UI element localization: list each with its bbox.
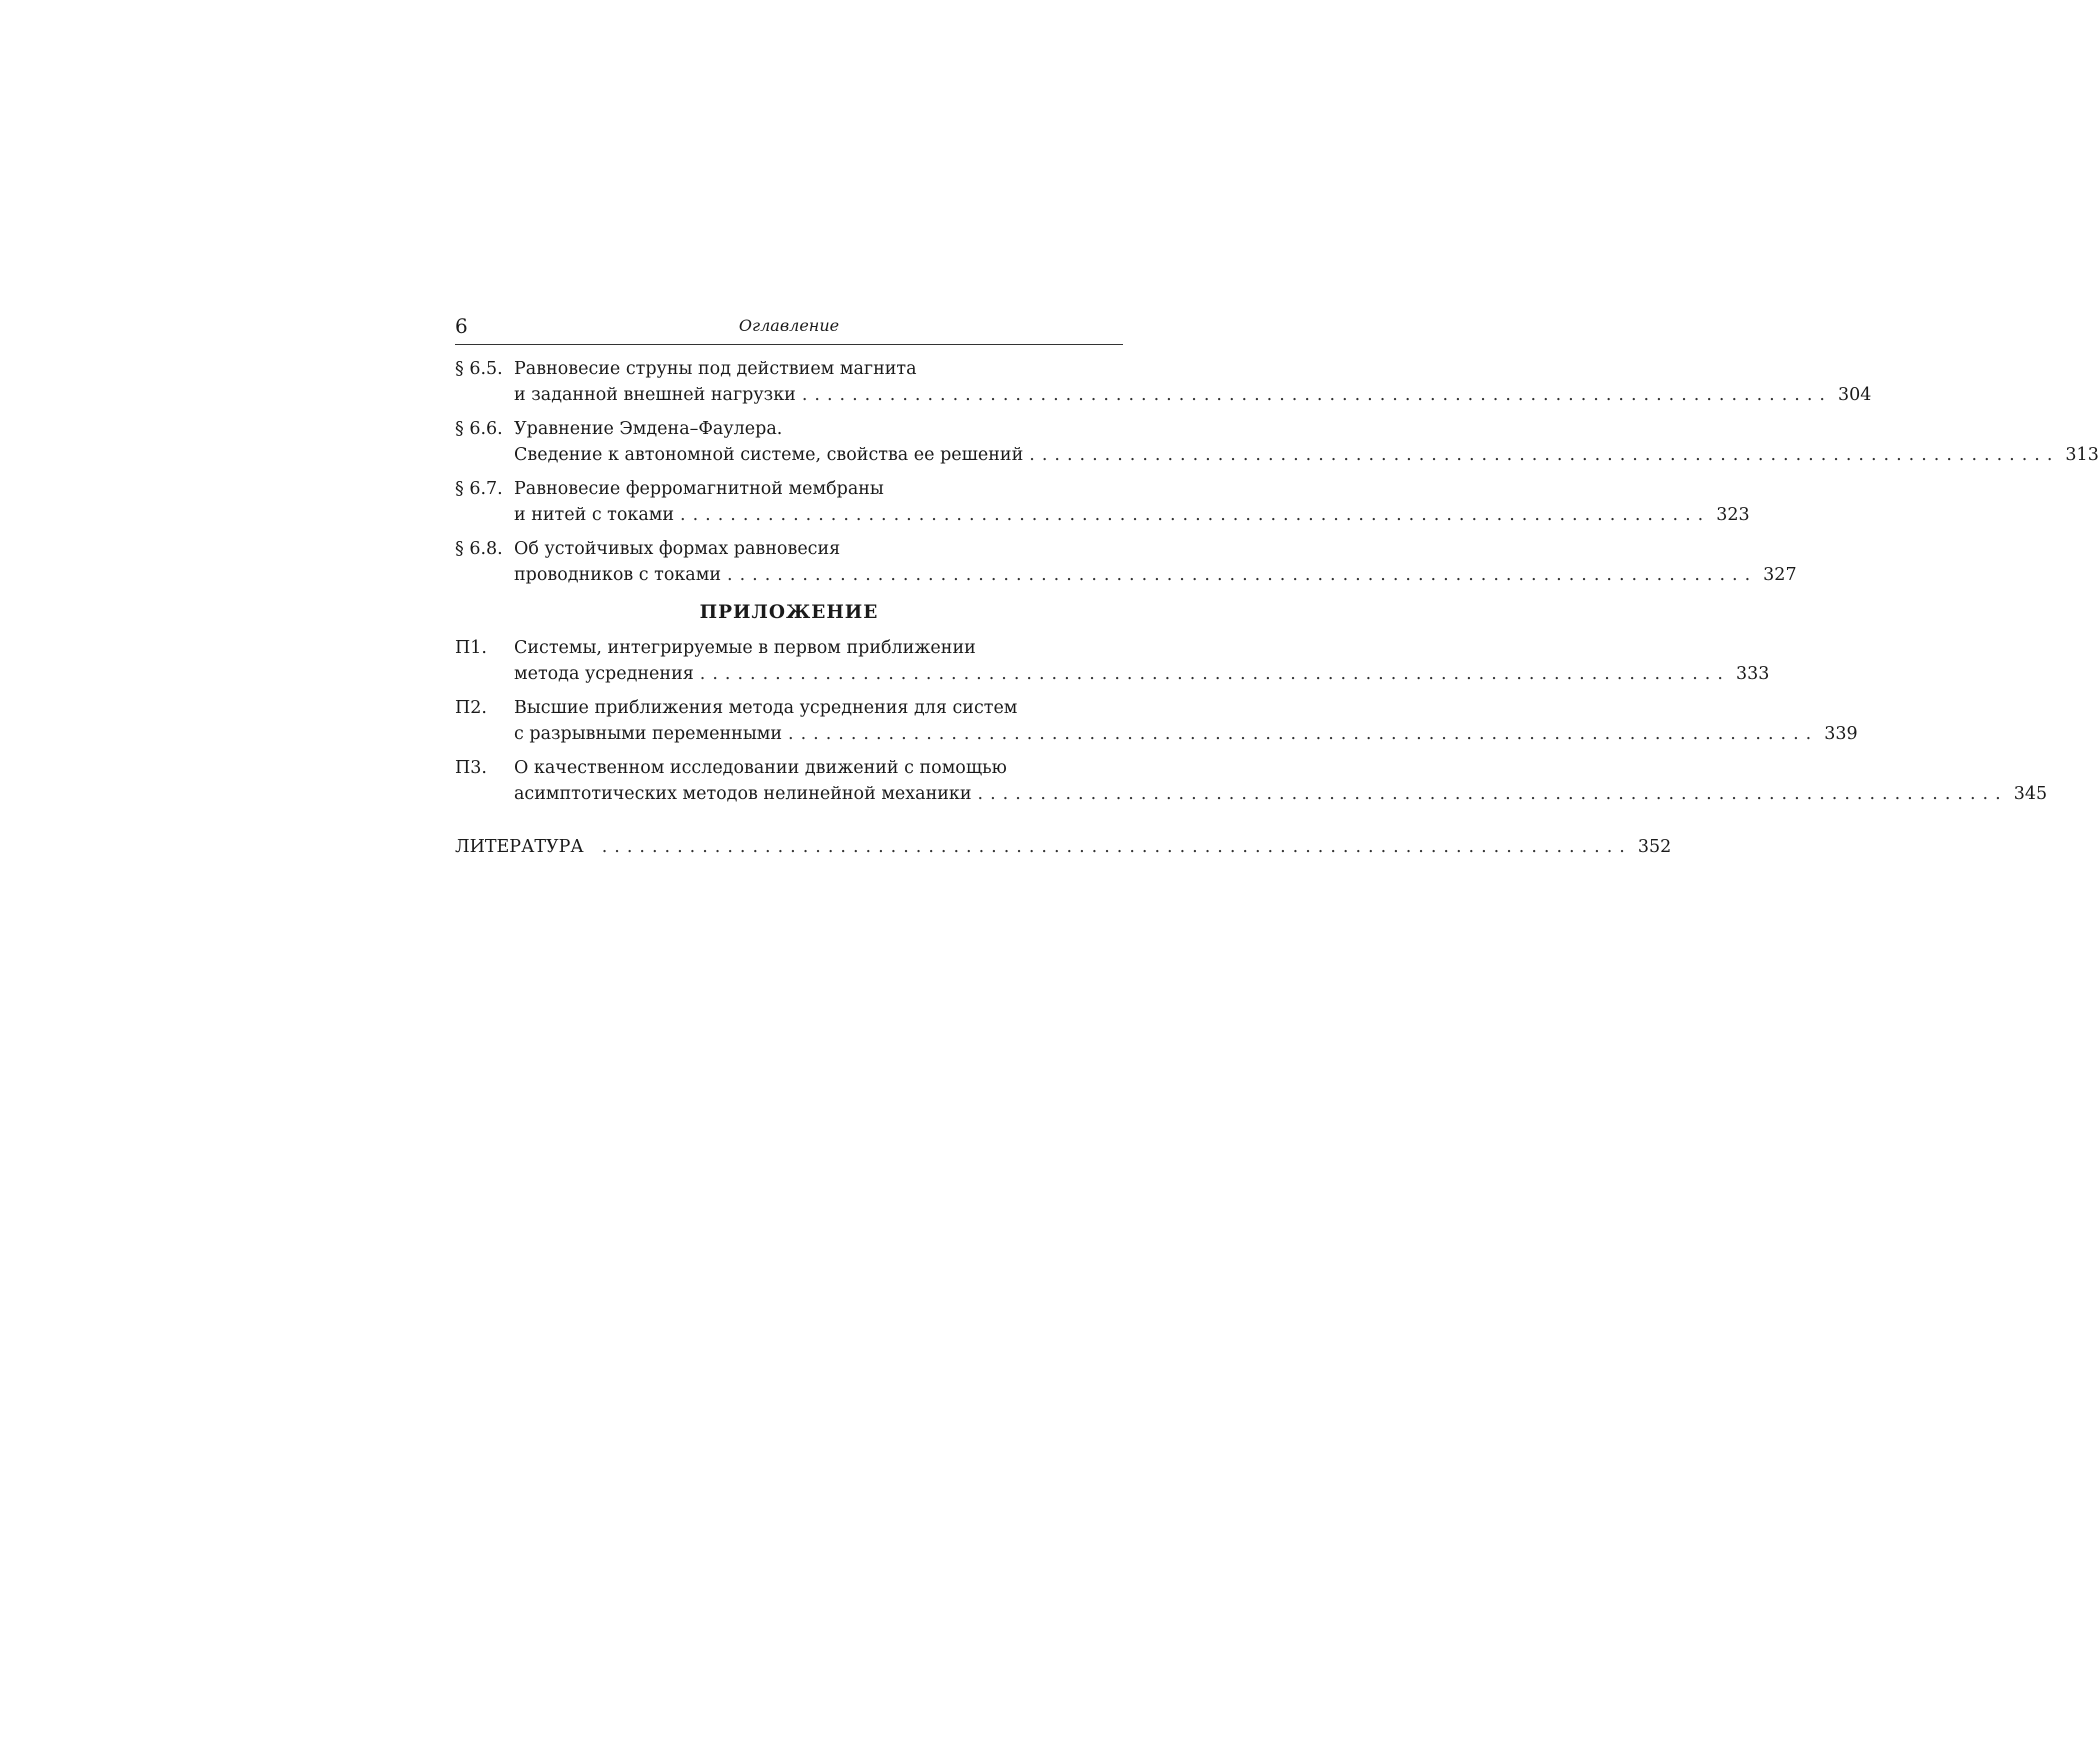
literature-label: ЛИТЕРАТУРА <box>455 837 584 857</box>
dot-leader: .................................................................................. <box>977 784 2008 804</box>
entry-title-line1: Равновесие струны под действием магнита <box>514 359 917 379</box>
appendix-heading: ПРИЛОЖЕНИЕ <box>699 602 879 623</box>
dot-leader: .................................................................................. <box>788 724 1819 744</box>
entry-label: § 6.7. <box>455 479 503 499</box>
page-number: 6 <box>455 314 468 338</box>
dot-leader: .................................................................................. <box>801 385 1832 405</box>
dot-leader: .................................................................................. <box>680 505 1711 525</box>
entry-title-line2: Сведение к автономной системе, свойства ее решений <box>514 445 1024 465</box>
entry-page: 345 <box>2013 784 2048 804</box>
entry-title-line1: О качественном исследовании движений с помощью <box>514 758 1007 778</box>
entry-label: § 6.6. <box>455 419 503 439</box>
toc-entry[interactable] <box>455 755 2048 807</box>
entry-page: 304 <box>1837 385 1872 405</box>
toc-entry[interactable] <box>455 635 1770 687</box>
entry-title-line1: Уравнение Эмдена–Фаулера. <box>514 419 783 439</box>
toc-entry[interactable] <box>455 416 2099 468</box>
entry-title-line1: Об устойчивых формах равновесия <box>514 539 841 559</box>
entry-title-line2: метода усреднения <box>514 664 694 684</box>
entry-title-line2: проводников с токами <box>514 565 722 585</box>
toc-entry[interactable] <box>455 695 1858 747</box>
dot-leader: .................................................................................. <box>601 837 1632 857</box>
running-title: Оглавление <box>738 316 840 335</box>
toc-entry[interactable] <box>455 536 1797 588</box>
entry-label: П2. <box>455 698 487 718</box>
dot-leader: .................................................................................. <box>699 664 1730 684</box>
running-header <box>455 312 1123 345</box>
dot-leader: .................................................................................. <box>727 565 1758 585</box>
entry-title-line2: и заданной внешней нагрузки <box>514 385 796 405</box>
entry-title-line1: Равновесие ферромагнитной мембраны <box>514 479 884 499</box>
entry-label: § 6.5. <box>455 359 503 379</box>
entry-title-line2: асимптотических методов нелинейной механики <box>514 784 972 804</box>
dot-leader: .................................................................................. <box>1029 445 2060 465</box>
entry-title-line2: с разрывными переменными <box>514 724 783 744</box>
entry-label: § 6.8. <box>455 539 503 559</box>
literature-entry[interactable] <box>455 837 1672 857</box>
chapter-entries <box>455 356 2099 588</box>
toc-page <box>455 312 2099 857</box>
entry-page: 323 <box>1716 505 1750 525</box>
toc-entry[interactable] <box>455 356 1872 408</box>
entry-title-line1: Системы, интегрируемые в первом приближении <box>514 638 976 658</box>
entry-page: 327 <box>1763 565 1797 585</box>
entry-page: 313 <box>2065 445 2099 465</box>
appendix-entries <box>455 635 2048 807</box>
entry-page: 333 <box>1735 664 1770 684</box>
entry-title-line1: Высшие приближения метода усреднения для систем <box>514 698 1018 718</box>
entry-page: 339 <box>1824 724 1858 744</box>
entry-label: П3. <box>455 758 487 778</box>
entry-title-line2: и нитей с токами <box>514 505 675 525</box>
entry-label: П1. <box>455 638 487 658</box>
literature-page: 352 <box>1637 837 1672 857</box>
toc-entry[interactable] <box>455 476 1750 528</box>
